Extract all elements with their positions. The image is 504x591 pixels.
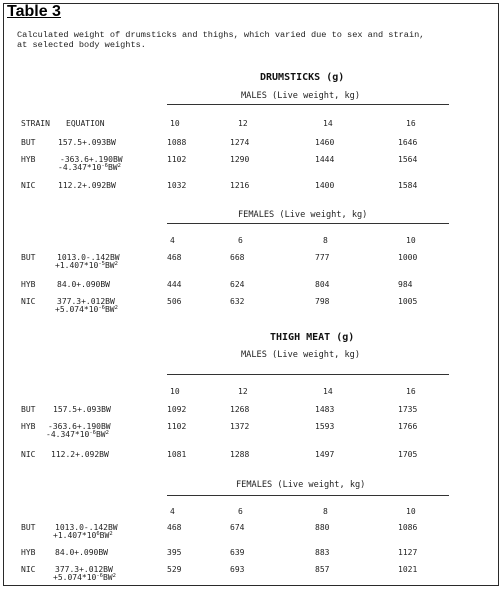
thigh-female-weight-10: 10	[406, 507, 416, 516]
drum-male-weight-14: 14	[323, 119, 333, 128]
drum-male-value-but-2: 1274	[230, 138, 250, 147]
thigh-female-equation-cont-nic: $+5.074*10^{-6}BW^2$	[53, 573, 116, 582]
thigh-females-label: FEMALES (Live weight, kg)	[236, 480, 366, 490]
thigh-female-value-nic-2: 693	[230, 565, 245, 574]
drum-male-value-but-4: 1646	[398, 138, 418, 147]
thigh-female-weight-8: 8	[323, 507, 328, 516]
thigh-male-weight-16: 16	[406, 387, 416, 396]
thigh-female-equation-nic: 377.3+.012BW	[55, 565, 113, 574]
drum-female-value-hyb-1: 444	[167, 280, 182, 289]
thigh-female-value-but-2: 674	[230, 523, 245, 532]
drum-female-equation-cont-nic: $+5.074*10^{-6}BW^2$	[55, 305, 118, 314]
drum-female-weight-4: 4	[170, 236, 175, 245]
thigh-male-value-nic-2: 1288	[230, 450, 250, 459]
drum-female-strain-but: BUT	[21, 253, 36, 262]
thigh-male-equation-hyb: -363.6+.190BW	[48, 422, 111, 431]
thigh-male-equation-cont-hyb: $-4.347*10^{-6}BW^2$	[46, 430, 109, 439]
drum-female-value-but-2: 668	[230, 253, 245, 262]
drum-female-value-hyb-3: 804	[315, 280, 330, 289]
thigh-title: THIGH MEAT (g)	[270, 332, 355, 343]
thigh-male-value-nic-3: 1497	[315, 450, 335, 459]
drum-female-weight-8: 8	[323, 236, 328, 245]
drum-male-value-hyb-2: 1290	[230, 155, 250, 164]
drum-male-equation-but: 157.5+.093BW	[58, 138, 116, 147]
drum-female-value-hyb-4: 984	[398, 280, 413, 289]
thigh-female-strain-but: BUT	[21, 523, 36, 532]
caption-line-2: at selected body weights.	[17, 40, 146, 50]
drumsticks-males-label: MALES (Live weight, kg)	[241, 91, 360, 101]
thigh-female-equation-but: 1013.0-.142BW	[55, 523, 118, 532]
drum-male-value-but-1: 1088	[167, 138, 187, 147]
thigh-male-weight-12: 12	[238, 387, 248, 396]
thigh-male-value-hyb-4: 1766	[398, 422, 418, 431]
thigh-male-equation-nic: 112.2+.092BW	[51, 450, 109, 459]
thigh-female-value-hyb-3: 883	[315, 548, 330, 557]
drum-male-weight-10: 10	[170, 119, 180, 128]
drum-female-value-but-4: 1000	[398, 253, 418, 262]
drum-male-equation-cont-hyb: $-4.347*10^{-6}BW^2$	[58, 163, 121, 172]
thigh-female-weight-6: 6	[238, 507, 243, 516]
drumsticks-females-rule	[167, 223, 449, 224]
thigh-male-value-but-3: 1483	[315, 405, 335, 414]
drumsticks-females-label: FEMALES (Live weight, kg)	[238, 210, 368, 220]
thigh-female-weight-4: 4	[170, 507, 175, 516]
thigh-males-rule	[167, 374, 449, 375]
drum-male-strain-hyb: HYB	[21, 155, 36, 164]
drum-female-equation-nic: 377.3+.012BW	[57, 297, 115, 306]
table-title: Table 3	[7, 3, 61, 20]
thigh-female-value-hyb-2: 639	[230, 548, 245, 557]
equation-column-header: EQUATION	[66, 119, 105, 128]
thigh-female-value-nic-1: 529	[167, 565, 182, 574]
thigh-female-value-hyb-4: 1127	[398, 548, 418, 557]
drum-male-value-nic-2: 1216	[230, 181, 250, 190]
drum-female-equation-hyb: 84.0+.090BW	[57, 280, 110, 289]
drum-male-value-nic-3: 1400	[315, 181, 335, 190]
caption-line-1: Calculated weight of drumsticks and thighs, which varied due to sex and strain,	[17, 30, 425, 40]
drum-female-value-but-1: 468	[167, 253, 182, 262]
drum-male-weight-12: 12	[238, 119, 248, 128]
thigh-male-strain-nic: NIC	[21, 450, 36, 459]
drum-female-strain-hyb: HYB	[21, 280, 36, 289]
thigh-male-strain-hyb: HYB	[21, 422, 36, 431]
drum-female-value-nic-1: 506	[167, 297, 182, 306]
thigh-male-value-hyb-1: 1102	[167, 422, 187, 431]
drum-female-value-nic-3: 798	[315, 297, 330, 306]
thigh-female-value-but-1: 468	[167, 523, 182, 532]
drum-female-weight-10: 10	[406, 236, 416, 245]
thigh-female-value-nic-3: 857	[315, 565, 330, 574]
thigh-female-value-but-3: 880	[315, 523, 330, 532]
drum-male-equation-hyb: -363.6+.190BW	[60, 155, 123, 164]
drumsticks-males-rule	[167, 104, 449, 105]
drum-female-equation-but: 1013.0-.142BW	[57, 253, 120, 262]
drum-female-strain-nic: NIC	[21, 297, 36, 306]
thigh-males-label: MALES (Live weight, kg)	[241, 350, 360, 360]
thigh-male-equation-but: 157.5+.093BW	[53, 405, 111, 414]
thigh-female-equation-cont-but: $+1.407*10^6BW^2$	[53, 531, 113, 540]
drum-female-value-nic-2: 632	[230, 297, 245, 306]
thigh-male-value-but-4: 1735	[398, 405, 418, 414]
thigh-female-value-but-4: 1086	[398, 523, 418, 532]
thigh-female-value-hyb-1: 395	[167, 548, 182, 557]
thigh-male-weight-10: 10	[170, 387, 180, 396]
thigh-male-weight-14: 14	[323, 387, 333, 396]
thigh-female-value-nic-4: 1021	[398, 565, 418, 574]
drum-male-equation-nic: 112.2+.092BW	[58, 181, 116, 190]
drum-male-value-but-3: 1460	[315, 138, 335, 147]
drum-female-weight-6: 6	[238, 236, 243, 245]
drum-female-equation-cont-but: $+1.407*10^{-5}BW^2$	[55, 261, 118, 270]
drum-female-value-but-3: 777	[315, 253, 330, 262]
drumsticks-title: DRUMSTICKS (g)	[260, 72, 345, 83]
table-caption	[17, 30, 487, 50]
drum-male-strain-but: BUT	[21, 138, 36, 147]
drum-female-value-nic-4: 1005	[398, 297, 418, 306]
thigh-female-equation-hyb: 84.0+.090BW	[55, 548, 108, 557]
thigh-male-value-nic-1: 1081	[167, 450, 187, 459]
drum-male-value-nic-4: 1584	[398, 181, 418, 190]
thigh-male-value-hyb-3: 1593	[315, 422, 335, 431]
drum-male-value-nic-1: 1032	[167, 181, 187, 190]
drum-male-value-hyb-1: 1102	[167, 155, 187, 164]
drum-female-value-hyb-2: 624	[230, 280, 245, 289]
thigh-male-value-but-1: 1092	[167, 405, 187, 414]
thigh-male-value-hyb-2: 1372	[230, 422, 250, 431]
drum-male-value-hyb-4: 1564	[398, 155, 418, 164]
drum-male-weight-16: 16	[406, 119, 416, 128]
strain-column-header: STRAIN	[21, 119, 50, 128]
thigh-male-value-nic-4: 1705	[398, 450, 418, 459]
thigh-male-value-but-2: 1268	[230, 405, 250, 414]
thigh-male-strain-but: BUT	[21, 405, 36, 414]
drum-male-value-hyb-3: 1444	[315, 155, 335, 164]
thigh-female-strain-hyb: HYB	[21, 548, 36, 557]
thigh-females-rule	[167, 495, 449, 496]
thigh-female-strain-nic: NIC	[21, 565, 36, 574]
drum-male-strain-nic: NIC	[21, 181, 36, 190]
